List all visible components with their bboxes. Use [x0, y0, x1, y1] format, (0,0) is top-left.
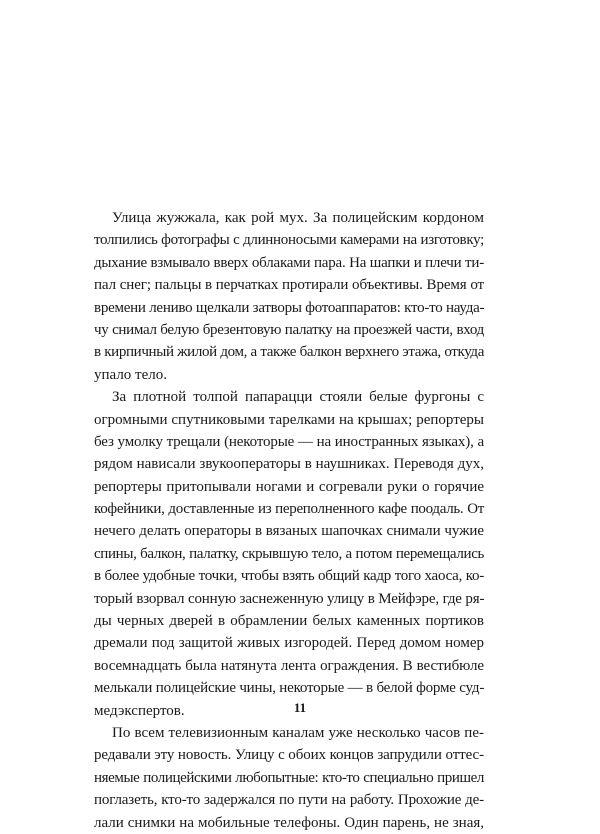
paragraph-2-line-3: без умолку трещали (некоторые — на иностранных языках), а — [94, 433, 484, 450]
page-number: 11 — [293, 700, 307, 715]
paragraph-2-line-6: кофейники, доставленные из переполненного кафе поодаль. От — [94, 501, 484, 518]
paragraph-2-line-14: мелькали полицейские чины, некоторые — в белой форме суд- — [94, 680, 485, 697]
paragraph-2-line-8: спины, балкон, палатку, скрывшую тело, а потом перемещались — [94, 545, 484, 562]
paragraph-1-line-6: чу снимал белую брезентовую палатку на проезжей части, вход — [94, 321, 484, 338]
body-text — [94, 207, 484, 834]
paragraph-3-line-4: поглазеть, кто-то задержался по пути на работу. Прохожие де- — [94, 792, 484, 809]
paragraph-2-line-12: дремали под защитой живых изгородей. Перед домом номер — [94, 635, 484, 652]
paragraph-1-line-3: дыхание взмывало вверх облаками пара. На шапки и плечи ти- — [94, 254, 484, 271]
paragraph-1-line-4: пал снег; пальцы в перчатках протирали объективы. Время от — [94, 277, 484, 294]
paragraph-1-line-7: в кирпичный жилой дом, а также балкон верхнего этажа, откуда — [94, 344, 484, 361]
paragraph-2-line-2: огромными спутниковыми тарелками на крышах; репортеры — [94, 411, 484, 428]
paragraph-2-line-5: репортеры притопывали ногами и согревали руки о горячие — [94, 478, 484, 495]
paragraph-1-line-8: упало тело. — [94, 366, 168, 383]
paragraph-2-line-10: торый взорвал сонную заснеженную улицу в Мейфэре, где ря- — [94, 590, 485, 607]
paragraph-1-line-5: времени лениво щелкали затворы фотоаппаратов: кто-то науда- — [94, 299, 485, 316]
paragraph-2-line-13: восемнадцать была натянута лента ограждения. В вестибюле — [94, 657, 484, 674]
paragraph-2-line-4: рядом нависали звукооператоры в наушниках. Переводя дух, — [94, 456, 484, 473]
paragraph-3-line-3: няемые полицейскими любопытные: кто-то специально пришел — [94, 769, 484, 786]
paragraph-2-line-9: в более удобные точки, чтобы взять общий кадр того хаоса, ко- — [94, 568, 484, 585]
paragraph-3-line-1: По всем телевизионным каналам уже несколько часов пе- — [112, 724, 484, 741]
paragraph-2-line-1: За плотной толпой папарацци стояли белые фургоны с — [112, 389, 484, 406]
paragraph-2-line-15: медэкспертов. — [94, 702, 185, 719]
paragraph-3-line-5: лали снимки на мобильные телефоны. Один парень, не зная, — [94, 814, 484, 831]
paragraph-3-line-2: редавали эту новость. Улицу с обоих концов запрудили оттес- — [94, 747, 485, 764]
paragraph-1-line-2: толпились фотографы с длинноносыми камерами на изготовку; — [94, 232, 484, 249]
paragraph-1-line-1: Улица жужжала, как рой мух. За полицейским кордоном — [112, 210, 484, 226]
paragraph-2-line-11: ды черных дверей в обрамлении белых каменных портиков — [94, 613, 484, 630]
paragraph-2-line-7: нечего делать операторы в вязаных шапочках снимали чужие — [94, 523, 484, 540]
